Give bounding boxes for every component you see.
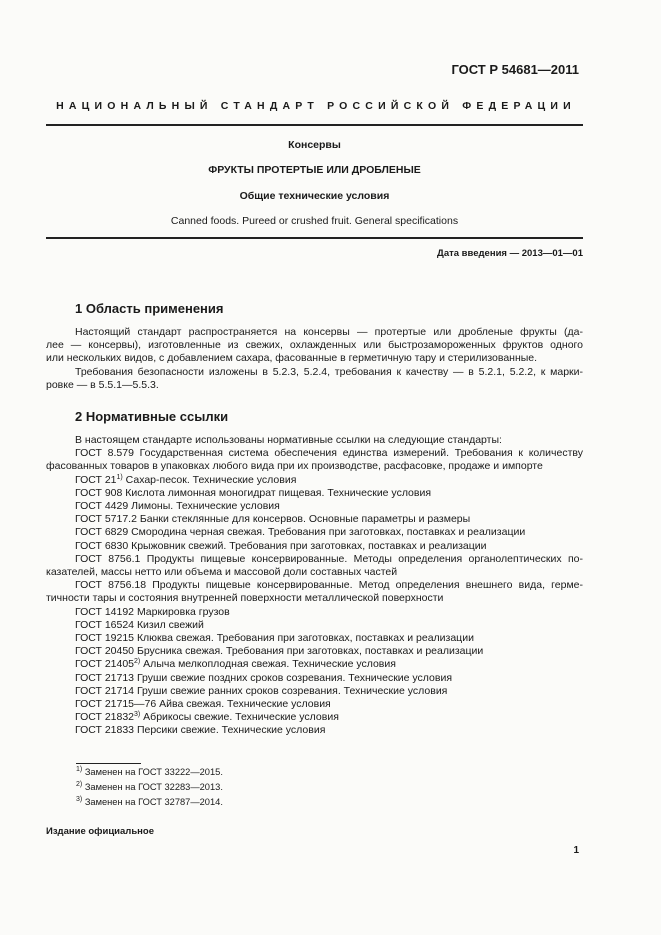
footnote-divider	[76, 763, 141, 764]
section-2-heading: 2 Нормативные ссылки	[75, 409, 229, 424]
reference-text: тичности тары и состояния внутренней поверхности металлической поверхности	[46, 592, 444, 605]
reference-line	[46, 474, 583, 487]
reference-text: ГОСТ 4429 Лимоны. Технические условия	[75, 500, 280, 513]
reference-line	[46, 645, 583, 658]
paragraph-line: Настоящий стандарт распространяется на консервы — протертые или дробленые фрукты (да-	[75, 326, 583, 338]
reference-text: Сахар-песок. Технические условия	[122, 473, 297, 486]
reference-text: ГОСТ 21405	[75, 658, 135, 671]
footnote-marker: 2)	[134, 658, 141, 666]
footnote	[76, 767, 223, 777]
reference-line	[46, 592, 583, 605]
footnote-marker: 3)	[134, 711, 141, 719]
references-intro: В настоящем стандарте использованы нормативные ссылки на следующие стандарты:	[75, 434, 502, 446]
footnote-marker: 1)	[116, 473, 123, 481]
reference-text: Алыча мелкоплодная свежая. Технические условия	[140, 658, 396, 671]
reference-text: ГОСТ 8756.1 Продукты пищевые консервированные. Методы определения органолептических по-	[75, 552, 583, 565]
reference-text: ГОСТ 6829 Смородина черная свежая. Требования при заготовках, поставках и реализации	[75, 526, 526, 539]
reference-text: ГОСТ 21714 Груши свежие ранних сроков созревания. Технические условия	[75, 684, 448, 697]
reference-text: ГОСТ 14192 Маркировка грузов	[75, 605, 230, 618]
reference-line	[46, 566, 583, 579]
reference-line	[46, 513, 583, 526]
reference-text: ГОСТ 21832	[75, 711, 135, 724]
reference-line	[46, 579, 583, 592]
reference-line	[46, 619, 583, 632]
reference-text: Абрикосы свежие. Технические условия	[140, 711, 339, 724]
references-list	[46, 447, 583, 737]
footnote-mark: 3)	[76, 796, 83, 803]
page-number: 1	[573, 845, 579, 856]
reference-line	[46, 606, 583, 619]
paragraph-line: Требования безопасности изложены в 5.2.3, 5.2.4, требования к качеству — в 5.2.1, 5.2.2, к марки-	[75, 365, 583, 378]
reference-line	[46, 711, 583, 724]
effective-date: Дата введения — 2013—01—01	[437, 248, 583, 259]
reference-text: ГОСТ 21713 Груши свежие поздних сроков созревания. Технические условия	[75, 671, 453, 684]
reference-line	[46, 460, 583, 473]
footnote-mark: 2)	[76, 781, 83, 788]
reference-line	[46, 526, 583, 539]
reference-line	[46, 685, 583, 698]
footnote	[76, 782, 223, 792]
reference-line	[46, 553, 583, 566]
reference-line	[46, 724, 583, 737]
paragraph-line: лее — консервы), изготовленные из свежих, охлажденных или быстрозамороженных фруктов одного	[46, 339, 583, 352]
footnote-mark: 1)	[76, 766, 83, 773]
paragraph-line: или нескольких видов, с добавлением сахара, фасованные в герметичную тару и стерилизованные.	[46, 352, 538, 365]
section-2-body	[46, 434, 583, 738]
reference-text: ГОСТ 16524 Кизил свежий	[75, 618, 204, 631]
paragraph-line: ровке — в 5.5.1—5.5.3.	[46, 378, 159, 391]
footnote-text: Заменен на ГОСТ 32283—2013.	[82, 782, 223, 792]
reference-text: ГОСТ 8.579 Государственная система обеспечения единства измерений. Требования к количеству	[75, 447, 583, 460]
title-category: Консервы	[288, 139, 341, 151]
reference-line	[46, 698, 583, 711]
footnote-text: Заменен на ГОСТ 33222—2015.	[82, 767, 223, 777]
top-divider	[46, 124, 583, 126]
reference-line	[46, 447, 583, 460]
national-standard-heading: НАЦИОНАЛЬНЫЙ СТАНДАРТ РОССИЙСКОЙ ФЕДЕРАЦИИ	[56, 100, 576, 112]
section-1-body	[46, 326, 583, 392]
reference-text: ГОСТ 21833 Персики свежие. Технические условия	[75, 724, 326, 737]
reference-line	[46, 632, 583, 645]
footnote-text: Заменен на ГОСТ 32787—2014.	[82, 797, 223, 807]
title-english: Canned foods. Pureed or crushed fruit. General specifications	[170, 215, 459, 227]
edition-label: Издание официальное	[46, 826, 154, 837]
document-code: ГОСТ Р 54681—2011	[451, 62, 579, 77]
reference-text: ГОСТ 19215 Клюква свежая. Требования при заготовках, поставках и реализации	[75, 632, 474, 645]
reference-text: ГОСТ 6830 Крыжовник свежий. Требования при заготовках, поставках и реализации	[75, 539, 487, 552]
reference-text: ГОСТ 8756.18 Продукты пищевые консервированные. Метод определения внешнего вида, герме-	[75, 579, 583, 592]
title-sub: Общие технические условия	[239, 190, 390, 202]
section-1-heading: 1 Область применения	[75, 301, 224, 316]
reference-text: фасованных товаров в упаковках любого вида при их производстве, расфасовке, продаже и импорте	[46, 460, 543, 473]
reference-line	[46, 672, 583, 685]
title-divider	[46, 237, 583, 239]
reference-line	[46, 540, 583, 553]
title-main: ФРУКТЫ ПРОТЕРТЫЕ ИЛИ ДРОБЛЕНЫЕ	[208, 164, 421, 176]
reference-text: ГОСТ 21	[75, 473, 117, 486]
reference-line	[46, 658, 583, 671]
reference-text: ГОСТ 20450 Брусника свежая. Требования при заготовках, поставках и реализации	[75, 645, 484, 658]
reference-text: ГОСТ 5717.2 Банки стеклянные для консервов. Основные параметры и размеры	[75, 513, 471, 526]
reference-text: казателей, массы нетто или объема и массовой доли составных частей	[46, 566, 398, 579]
footnote	[76, 797, 223, 807]
reference-line	[46, 500, 583, 513]
reference-text: ГОСТ 908 Кислота лимонная моногидрат пищевая. Технические условия	[75, 486, 432, 499]
reference-line	[46, 487, 583, 500]
reference-text: ГОСТ 21715—76 Айва свежая. Технические условия	[75, 698, 331, 711]
